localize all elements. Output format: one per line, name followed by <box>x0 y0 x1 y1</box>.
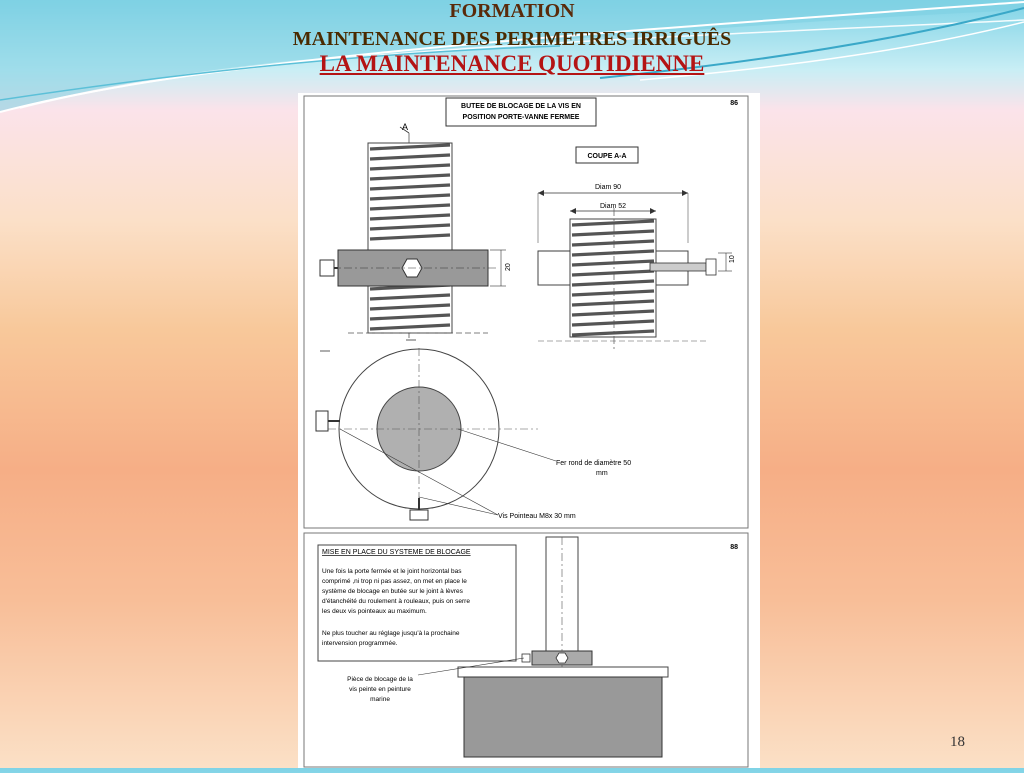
svg-text:Une fois la porte fermée et le: Une fois la porte fermée et le joint horizontal bas <box>322 568 462 575</box>
title-line1: BUTEE DE BLOCAGE DE LA VIS EN <box>461 103 581 110</box>
slide-title-quotidienne: LA MAINTENANCE QUOTIDIENNE <box>319 51 705 76</box>
section-marker: A <box>402 122 409 132</box>
slide-page-number: 18 <box>950 734 965 750</box>
technical-drawing <box>298 93 760 768</box>
svg-text:intervension programmée.: intervension programmée. <box>322 640 398 647</box>
svg-text:comprimé ,ni trop ni pas assez: comprimé ,ni trop ni pas assez, on met en place le <box>322 578 467 585</box>
page-ref-top: 86 <box>730 100 738 107</box>
scanned-document <box>298 93 760 768</box>
dim-10: 10 <box>729 255 736 263</box>
svg-text:vis peinte en peinture: vis peinte en peinture <box>349 686 411 693</box>
svg-text:marine: marine <box>370 696 390 703</box>
title-line2: POSITION PORTE-VANNE FERMEE <box>462 114 580 121</box>
dim-diam52: Diam 52 <box>599 203 627 210</box>
dim-20: 20 <box>505 263 512 271</box>
section-label: COUPE A-A <box>587 153 627 160</box>
svg-text:Ne plus toucher au réglage jus: Ne plus toucher au réglage jusqu'à la prochaine <box>322 630 460 637</box>
slide-title-maintenance: MAINTENANCE DES PERIMETRES IRRIGUÊS <box>292 28 732 50</box>
svg-text:système de blocage en butée su: système de blocage en butée sur le joint à lèvres <box>322 588 463 595</box>
svg-text:d'étanchéité du roulement à ro: d'étanchéité du roulement à rouleaux, puis on serre <box>322 598 470 605</box>
svg-text:les deux vis pointeaux au maxi: les deux vis pointeaux au maximum. <box>322 608 427 615</box>
label-fer-rond-2: mm <box>596 470 608 477</box>
label-vis-pointeau: Vis Pointeau M8x 30 mm <box>498 513 576 520</box>
dim-diam90: Diam 90 <box>594 184 622 191</box>
label-fer-rond-1: Fer rond de diamètre 50 <box>556 460 632 467</box>
page-ref-bottom: 88 <box>730 544 738 551</box>
svg-text:Pièce de blocage de la: Pièce de blocage de la <box>347 676 413 683</box>
slide-title-formation: FORMATION <box>449 0 575 22</box>
instruction-title: MISE EN PLACE DU SYSTEME DE BLOCAGE <box>322 549 471 556</box>
